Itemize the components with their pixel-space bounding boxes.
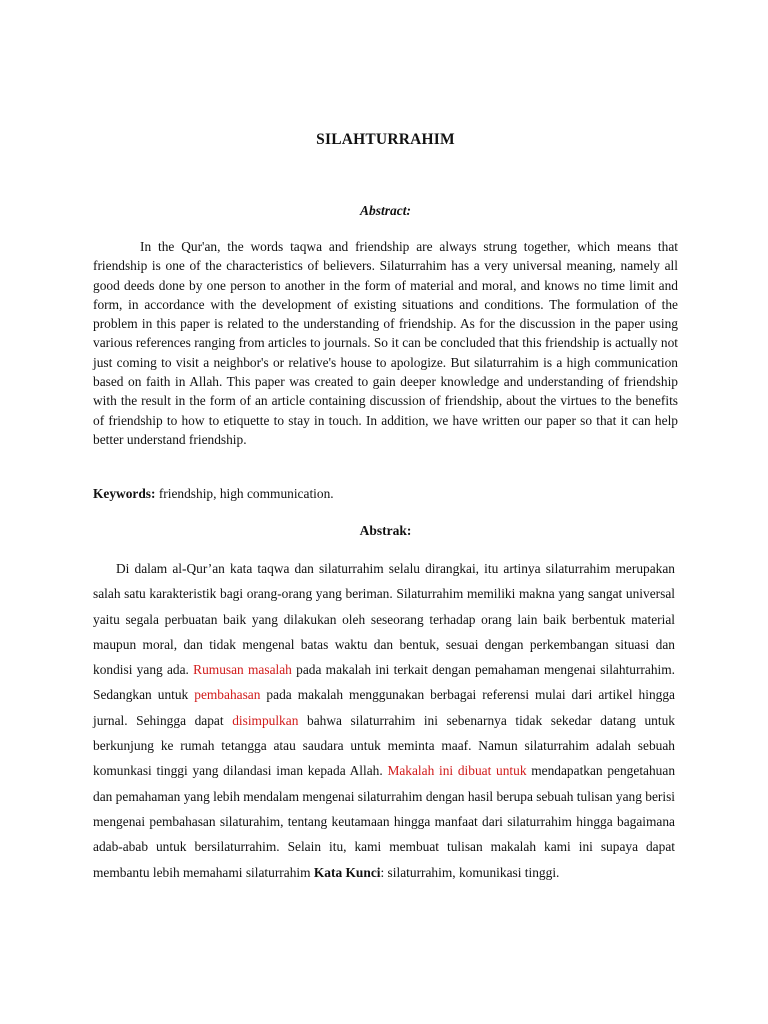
abstrak-highlight-pembahasan: pembahasan [194, 687, 261, 703]
abstrak-text-part-1: Di dalam al-Qur’an kata taqwa dan silaturrahim selalu dirangkai, itu artinya silaturrahim merupakan salah satu karakteristik bagi orang-orang yang beriman. Silaturrahim memiliki makna yang sangat universal yaitu segala perbuatan baik yang dilakukan oleh seseorang terhadap orang lain baik berbentuk material maupun moral, dan tidak mengenal batas waktu dan bentuk, sesuai dengan perkembangan situasi dan kondisi yang ada. [93, 561, 675, 678]
abstrak-paragraph [93, 556, 675, 885]
abstrak-highlight-disimpulkan: disimpulkan [232, 712, 299, 728]
abstract-heading: Abstract: [359, 203, 411, 218]
document-title: SILAHTURRAHIM [316, 131, 455, 148]
abstrak-text-part-4: bahwa silaturrahim ini sebenarnya tidak sekedar datang untuk berkunjung ke rumah tetangga atau saudara untuk meminta maaf. Namun silaturrahim adalah sebuah komunkasi tinggi yang dilandasi iman kepada Allah. [93, 712, 675, 779]
abstrak-highlight-rumusan-masalah: Rumusan masalah [193, 662, 292, 678]
abstrak-text-part-5: mendapatkan pengetahuan dan pemahaman yang lebih mendalam mengenai silaturrahim dengan hasil berupa sebuah tulisan yang berisi mengenai pembahasan silaturahim, tentang keutamaan hingga manfaat dari silaturrahim hingga bagaimana adab-abab untuk bersilaturrahim. Selain itu, kami membuat tulisan makalah kami ini supaya dapat membantu lebih memahami silaturrahim [93, 763, 676, 880]
abstrak-highlight-makalah-ini-dibuat-untuk: Makalah ini dibuat untuk [387, 763, 527, 779]
abstrak-text-part-2: pada makalah ini terkait dengan pemahaman mengenai silahturrahim. Sedangkan untuk [93, 662, 676, 703]
keywords-text: friendship, high communication. [155, 486, 334, 501]
abstract-paragraph: In the Qur'an, the words taqwa and friendship are always strung together, which means that friendship is one of the characteristics of believers. Silaturrahim has a very universal meaning, namely all good deeds done by one person to another in the form of material and moral, and knows no time limit and form, in accordance with the development of existing situations and conditions. The formulation of the problem in this paper is related to the understanding of friendship. As for the discussion in the paper using various references ranging from articles to journals. So it can be concluded that this friendship is actually not just coming to visit a neighbor's or relative's house to apologize. But silaturrahim is a high communication based on faith in Allah. This paper was created to gain deeper knowledge and understanding of friendship with the result in the form of an article containing discussion of friendship, about the virtues to the benefits of friendship to how to etiquette to stay in touch. In addition, we have written our paper so that it can help better understand friendship. [93, 239, 678, 447]
kata-kunci-text: : silaturrahim, komunikasi tinggi. [380, 864, 560, 880]
abstrak-heading: Abstrak: [359, 523, 412, 538]
keywords-line [93, 486, 678, 502]
keywords-label: Keywords: [93, 486, 156, 501]
kata-kunci-label: Kata Kunci [313, 864, 381, 880]
abstrak-text-part-3: pada makalah menggunakan berbagai referensi mulai dari artikel hingga jurnal. Sehingga dapat [93, 687, 675, 728]
